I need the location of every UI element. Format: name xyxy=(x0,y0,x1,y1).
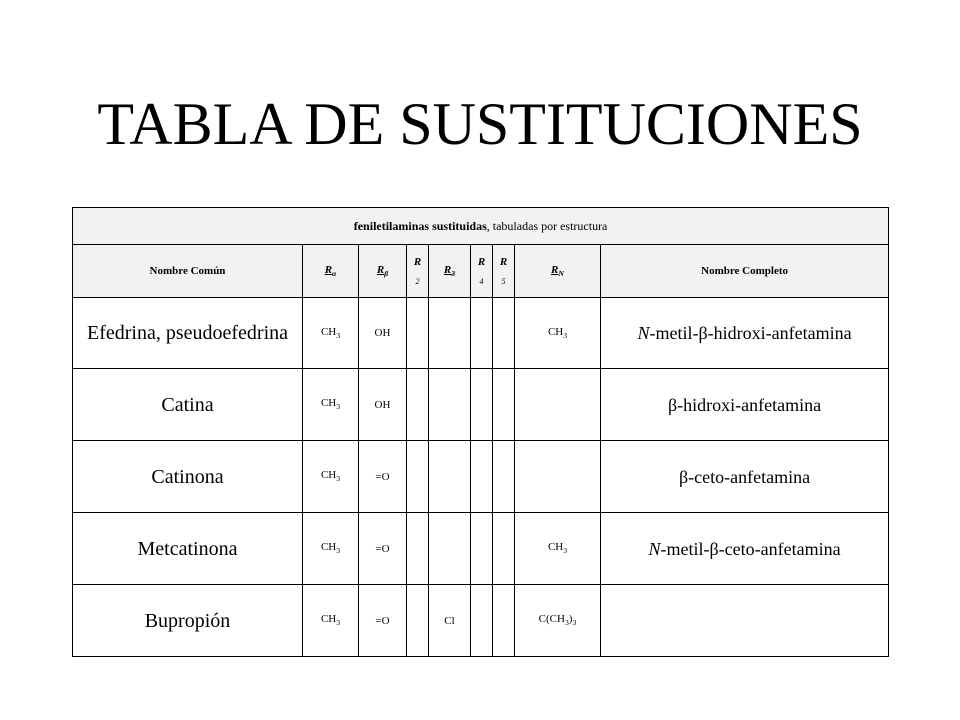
cell-r-beta: =O xyxy=(359,585,407,657)
cell-r4 xyxy=(471,298,493,369)
slide-title: TABLA DE SUSTITUCIONES xyxy=(97,91,863,157)
table-row xyxy=(73,441,889,513)
cell-r2 xyxy=(407,298,429,369)
header-r-alpha: $R_\alpha$ xyxy=(303,245,359,298)
table-row xyxy=(73,298,889,369)
cell-r5 xyxy=(493,441,515,513)
header-r5: R 5 xyxy=(493,245,515,298)
cell-r2 xyxy=(407,513,429,585)
cell-r-beta: OH xyxy=(359,369,407,441)
cell-r5 xyxy=(493,585,515,657)
cell-r-alpha: $CH_3$ xyxy=(303,585,359,657)
cell-common-name: Catinona xyxy=(73,441,303,513)
header-common-name: Nombre Común xyxy=(73,245,303,298)
header-row xyxy=(73,245,889,298)
cell-r3 xyxy=(429,441,471,513)
cell-full-name: β-ceto-anfetamina xyxy=(601,441,889,513)
table-row xyxy=(73,513,889,585)
cell-r3 xyxy=(429,369,471,441)
cell-r4 xyxy=(471,369,493,441)
cell-r2 xyxy=(407,369,429,441)
cell-full-name: N-metil-β-ceto-anfetamina xyxy=(601,513,889,585)
cell-rn xyxy=(515,369,601,441)
header-r-beta: $R_\beta$ xyxy=(359,245,407,298)
table-row xyxy=(73,369,889,441)
cell-common-name: Bupropión xyxy=(73,585,303,657)
header-rn: $R_N$ xyxy=(515,245,601,298)
cell-r-alpha: $CH_3$ xyxy=(303,298,359,369)
table-caption xyxy=(73,208,889,245)
cell-r4 xyxy=(471,513,493,585)
cell-rn: $CH_3$ xyxy=(515,513,601,585)
header-full-name: Nombre Completo xyxy=(601,245,889,298)
cell-r-beta: =O xyxy=(359,513,407,585)
caption-bold: feniletilaminas sustituidas xyxy=(353,218,487,233)
cell-r-beta: OH xyxy=(359,298,407,369)
cell-r-alpha: $CH_3$ xyxy=(303,513,359,585)
cell-r3 xyxy=(429,298,471,369)
cell-r-beta: =O xyxy=(359,441,407,513)
cell-rn xyxy=(515,441,601,513)
cell-r4 xyxy=(471,441,493,513)
cell-rn: $CH_3$ xyxy=(515,298,601,369)
cell-r2 xyxy=(407,441,429,513)
caption-rest: , tabuladas por estructura xyxy=(486,218,608,233)
header-r3: $R_3$ xyxy=(429,245,471,298)
cell-r-alpha: $CH_3$ xyxy=(303,441,359,513)
cell-r5 xyxy=(493,369,515,441)
cell-r-alpha: $CH_3$ xyxy=(303,369,359,441)
header-r2: R 2 xyxy=(407,245,429,298)
cell-common-name: Efedrina, pseudoefedrina xyxy=(73,298,303,369)
cell-r5 xyxy=(493,298,515,369)
cell-r2 xyxy=(407,585,429,657)
cell-r4 xyxy=(471,585,493,657)
cell-full-name: β-hidroxi-anfetamina xyxy=(601,369,889,441)
table-row xyxy=(73,585,889,657)
substitution-table xyxy=(72,207,889,657)
cell-full-name: N-metil-β-hidroxi-anfetamina xyxy=(601,298,889,369)
cell-r3: Cl xyxy=(429,585,471,657)
cell-rn: $C(CH_3)_3$ xyxy=(515,585,601,657)
header-r4: R 4 xyxy=(471,245,493,298)
cell-r5 xyxy=(493,513,515,585)
cell-common-name: Catina xyxy=(73,369,303,441)
cell-r3 xyxy=(429,513,471,585)
cell-common-name: Metcatinona xyxy=(73,513,303,585)
cell-full-name xyxy=(601,585,889,657)
